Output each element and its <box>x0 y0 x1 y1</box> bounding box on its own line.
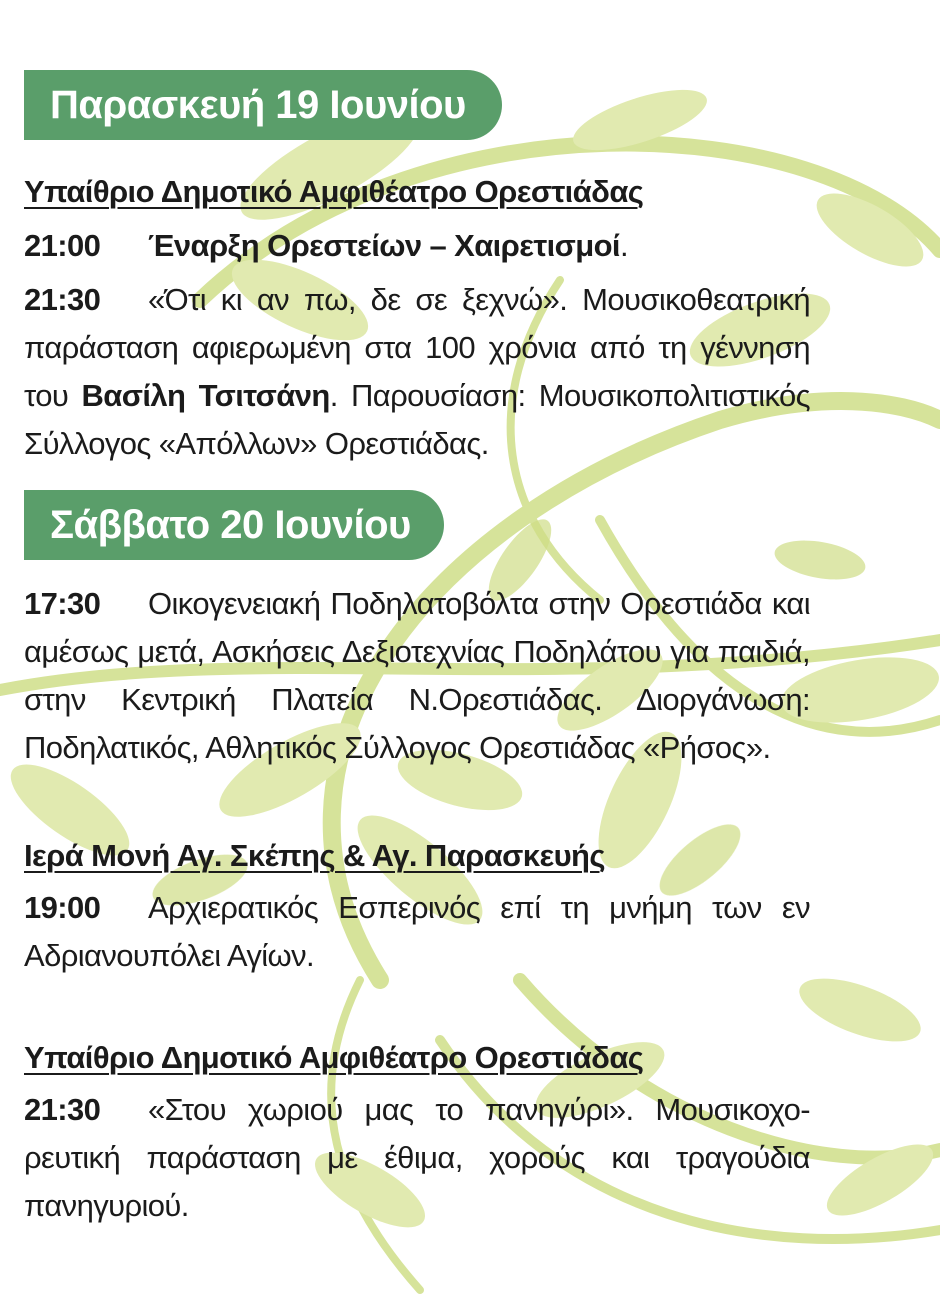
event-highlight: Βασίλη Τσιτσάνη <box>81 378 330 413</box>
event-text: Αρχιερατικός Εσπερινός επί τη μνήμη των εν Αδριανουπόλει Αγίων. <box>24 890 810 973</box>
event-time: 21:00 <box>24 228 101 263</box>
event-text: Οικογενειακή Ποδηλατοβόλτα στην Ορεστιάδα και αμέσως μετά, Ασκήσεις Δεξιοτεχνίας Ποδηλάτου για παιδιά, στην Κεντρική Πλατεία Ν.Ορεστιάδας. Διοργάνωση: Ποδηλατικός, Αθλητικός Σύλλογος Ορεστιάδας «Ρήσος». <box>24 586 810 765</box>
event-text: «Ότι κι αν πω, δε σε ξεχνώ». Μουσικοθεατρική παράσταση αφιερωμένη στα 100 χρόνια από τη γέννηση του <box>24 282 810 413</box>
event-text: «Στου χωριού μας το πανηγύρι». Μουσικοχο-ρευτική παράσταση με έθιμα, χορούς και τραγούδια πανηγυριού. <box>24 1092 810 1223</box>
day-banner-saturday: Σάββατο 20 Ιουνίου <box>24 490 444 560</box>
event-title: Έναρξη Ορεστείων – Χαιρετισμοί <box>148 228 620 263</box>
venue-title: Υπαίθριο Δημοτικό Αμφιθέατρο Ορεστιάδας <box>24 1040 644 1075</box>
event-time: 19:00 <box>24 890 101 925</box>
event-title-punctuation: . <box>619 228 628 263</box>
event-time: 17:30 <box>24 586 101 621</box>
event-entry <box>24 222 810 270</box>
event-time: 21:30 <box>24 1092 101 1127</box>
event-entry <box>24 1086 810 1230</box>
event-entry <box>24 276 810 468</box>
venue-title: Υπαίθριο Δημοτικό Αμφιθέατρο Ορεστιάδας <box>24 174 644 209</box>
event-time: 21:30 <box>24 282 101 317</box>
venue-title: Ιερά Μονή Αγ. Σκέπης & Αγ. Παρασκευής <box>24 838 605 873</box>
day-banner-friday: Παρασκευή 19 Ιουνίου <box>24 70 502 140</box>
event-entry <box>24 884 810 980</box>
event-entry <box>24 580 810 772</box>
event-text: . Παρουσίαση: Μουσικοπολιτιστικός Σύλλογος «Απόλλων» Ορεστιάδας. <box>24 378 811 461</box>
